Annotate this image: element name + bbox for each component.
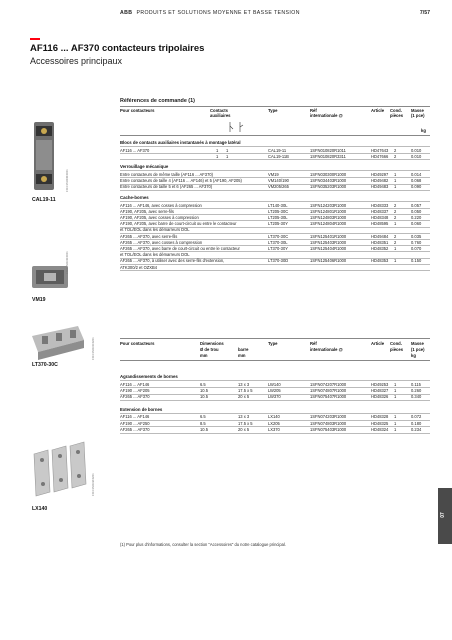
chapter-tab: 07 (438, 488, 452, 544)
col-header: Cond. (390, 108, 402, 113)
page-title: AF116 ... AF370 contacteurs tripolaires (30, 43, 205, 54)
image-code: 1SFC152102F0201 (92, 473, 95, 496)
col-header: (1 pce) (411, 347, 425, 352)
table-cell: LT205-30C (268, 208, 289, 214)
table-cell: HD48595 (371, 221, 389, 227)
col-header: auxiliaires (210, 113, 231, 118)
table-cell: AF116 ... AF146, avec cosses à compression (120, 202, 202, 208)
page-number: 7/57 (419, 10, 430, 16)
table-cell: 17.5 x 5 (238, 420, 253, 426)
col-header: Type (268, 341, 278, 346)
table-cell: HD47643 (371, 147, 389, 153)
table-cell: 1SFN030300R1000 (310, 171, 347, 177)
table-cell: LT370-30Y (268, 245, 288, 251)
table-cell: 1 (394, 178, 397, 184)
table-cell: 0.072 (411, 414, 422, 420)
table-cell: 0.068 (411, 178, 422, 184)
product-label-lx140: LX140 (32, 506, 48, 512)
table-cell: 1 (394, 420, 397, 426)
table-cell: CAL19-11 (268, 147, 287, 153)
table-cell: AF190, AF205, avec serre-fils (120, 208, 174, 214)
table-cell: 10.5 (200, 427, 208, 432)
table-cell: HD48326 (371, 394, 389, 400)
table-cell: AF265 ... AF370 (120, 427, 150, 432)
table-cell: HD48333 (371, 202, 389, 208)
table-cell: 1 (216, 153, 219, 159)
col-header: mm (238, 353, 246, 358)
divider (120, 360, 430, 361)
mechanical-interlock-illustration (30, 262, 70, 292)
table-cell: 1SFN034403R1000 (310, 178, 347, 184)
table-cell: 1SFN124203R1000 (310, 202, 347, 208)
group-title: Agrandissements de bornes (120, 374, 178, 379)
table-cell: 1SFN125406R1000 (310, 258, 347, 264)
table-cell: 0.070 (411, 245, 422, 251)
accent-bar (30, 38, 40, 40)
table-cell: Entre contacteurs de même taille (AF116 ... AF370) (120, 171, 213, 177)
table-cell: 2 (394, 239, 397, 245)
table-cell: LW370 (268, 394, 281, 400)
terminal-extension-illustration (28, 440, 92, 504)
table-cell: 2 (394, 202, 397, 208)
col-header: internationale @ (310, 347, 343, 352)
cal19-11-image (32, 120, 58, 192)
col-header: Réf (310, 341, 317, 346)
table-cell: CAL19-11B (268, 153, 289, 159)
table-cell: 1SFN124801R1000 (310, 208, 347, 214)
terminal-cover-illustration (28, 318, 88, 363)
divider (120, 413, 430, 414)
table-cell: et TOL/EOL dans les démarreurs DOL (120, 252, 190, 258)
table-cell: AF265 ... AF370, avec serre-fils (120, 233, 178, 239)
table-cell: LW205 (268, 387, 281, 393)
section-title: Références de commande (1) (120, 98, 195, 104)
table-cell: LT140-30L (268, 202, 288, 208)
product-label-lt370: LT370-30C (32, 362, 58, 368)
table-cell: 1 (394, 245, 397, 251)
table-cell: 1 (394, 221, 397, 227)
table-cell: 0.010 (411, 153, 422, 159)
col-header-unit: kg (421, 128, 426, 133)
table-cell: HD47666 (371, 153, 389, 159)
group-title: Verrouillage mécanique (120, 164, 169, 170)
table-cell: 0.035 (411, 233, 422, 239)
row-divider (120, 159, 430, 160)
col-header: Cond. (390, 341, 402, 346)
table-cell: HD48348 (371, 214, 389, 220)
table-cell: 1SFN074807R1000 (310, 387, 347, 393)
divider (120, 170, 430, 171)
table-cell: 0.150 (411, 258, 422, 264)
table-cell: 1 (394, 171, 397, 177)
col-header: Ø de trou (200, 347, 219, 352)
table-cell: VM140/190 (268, 178, 289, 184)
col-header: internationale @ (310, 113, 343, 118)
table-cell: HD48325 (371, 420, 389, 426)
table-cell: LT370-30C (268, 233, 289, 239)
page-subtitle: Accessoires principaux (30, 56, 123, 66)
table-cell: AF116 ... AF370 (120, 147, 150, 153)
table-cell: HD48324 (371, 427, 389, 432)
table-cell: 1SFN035203R1000 (310, 184, 347, 190)
table-cell: 0.115 (411, 381, 421, 387)
table-cell: 1SFN124803R1000 (310, 214, 347, 220)
table-cell: Entre contacteurs de taille 4 (AF116 ... AF146) et 5 (AF190, AF205) (120, 178, 242, 184)
table-cell: AF265 ... AF370, à utiliser avec des serre-fils d'extension, (120, 258, 225, 264)
table-cell: HD49482 (371, 178, 389, 184)
table-cell: LT205-30L (268, 214, 288, 220)
brand-label: ABB (120, 10, 133, 16)
group-title: Extension de bornes (120, 406, 163, 412)
table-cell: 2 (394, 147, 397, 153)
divider (120, 201, 430, 202)
table-cell: 1SFN010820R1011 (310, 147, 346, 153)
table-cell: 1SFN125403R1000 (310, 239, 347, 245)
table-cell: 1 (394, 414, 397, 420)
table-cell: 0.340 (411, 394, 422, 400)
col-header: Réf (310, 108, 317, 113)
auxiliary-contact-block-illustration (32, 120, 58, 192)
table-cell: 0.010 (411, 147, 422, 153)
table-cell: 0.050 (411, 208, 422, 214)
col-header: Masse (411, 341, 424, 346)
table-cell: LT370-30D (268, 258, 289, 264)
table-cell: HD48353 (371, 258, 389, 264)
group-title: Cache-bornes (120, 195, 149, 200)
divider (120, 380, 430, 381)
table-cell: 8.5 (200, 420, 206, 426)
table-cell: AF116 ... AF146 (120, 381, 150, 387)
table-cell: 1 (394, 387, 397, 393)
col-header: (1 pce) (411, 113, 425, 118)
table-cell: 2 (394, 233, 397, 239)
col-header: Masse (411, 108, 424, 113)
group-title: Blocs de contacts auxiliaires instantanés à montage latéral (120, 140, 241, 145)
table-cell: AF265 ... AF370 (120, 394, 150, 400)
row-divider (120, 400, 430, 401)
table-cell: 0.060 (411, 221, 422, 227)
table-cell: 1 (394, 394, 397, 400)
table-cell: 6.5 (200, 381, 206, 387)
table-cell: HD48327 (371, 387, 389, 393)
table-cell: 1 (394, 258, 397, 264)
table-cell: 1SFN125401R1000 (310, 233, 347, 239)
table-cell: HD48337 (371, 208, 389, 214)
table-cell: 0.057 (411, 202, 422, 208)
table-cell: HD49483 (371, 184, 389, 190)
table-cell: LT370-30L (268, 239, 288, 245)
table-cell: Entre contacteurs de taille 5 et 6 (AF265 ... AF370) (120, 184, 213, 190)
col-header: Type (268, 108, 278, 113)
table-cell: LT205-30Y (268, 221, 288, 227)
table-cell: 1 (226, 153, 229, 159)
table-cell: 1 (394, 427, 397, 432)
product-label-vm19: VM19 (32, 297, 46, 303)
image-code: 1SFC152101F0201 (92, 337, 95, 360)
col-header: Contacts (210, 108, 228, 113)
table-cell: 1SFN074203R1000 (310, 414, 347, 420)
table-cell: 0.014 (411, 171, 422, 177)
table-cell: 1 (394, 381, 397, 387)
table-cell: 10.5 (200, 394, 208, 400)
table-cell: 0.760 (411, 239, 422, 245)
divider (120, 338, 430, 339)
table-cell: 0.220 (411, 214, 422, 220)
table-cell: LX370 (268, 427, 280, 432)
lt370-image (28, 318, 88, 363)
table-cell: ATK300/2 et OZXB4 (120, 264, 158, 270)
table-cell: 13 x 3 (238, 381, 250, 387)
table-cell: HD49297 (371, 171, 389, 177)
table-cell: 2 (394, 214, 397, 220)
table-cell: VM205/265 (268, 184, 289, 190)
page-header (0, 10, 452, 22)
table-cell: 10.5 (200, 387, 208, 393)
image-code: 1SFC151009F0001 (66, 169, 69, 192)
table-cell: 1SFN075403R1000 (310, 427, 347, 432)
table-cell: 2 (394, 208, 397, 214)
table-cell: 20 x 5 (238, 394, 250, 400)
table-cell: 1SFN125404R1000 (310, 245, 347, 251)
table-cell: 0.180 (411, 420, 422, 426)
contact-symbol-icon (226, 120, 246, 132)
table-cell: AF116 ... AF146 (120, 414, 150, 420)
table-cell: 1SFN074207R1000 (310, 381, 347, 387)
table-cell: 6.5 (200, 414, 206, 420)
table-cell: HD48351 (371, 239, 389, 245)
col-header: pièces (390, 347, 404, 352)
col-header: Article (371, 341, 385, 346)
table-cell: 1SFN124804R1000 (310, 221, 347, 227)
table-cell: LW140 (268, 381, 281, 387)
vm19-image (30, 262, 70, 292)
table-cell: 20 x 5 (238, 427, 250, 432)
table-cell: 0.234 (411, 427, 422, 432)
table-cell: 2 (394, 153, 397, 159)
footnote: (1) Pour plus d'informations, consulter la section "Accessoires" du notre catalogue principal. (120, 542, 286, 547)
table-cell: 1SFN075407R1000 (310, 394, 347, 400)
col-header: Pour contacteurs (120, 341, 155, 346)
lx140-image (28, 440, 92, 504)
table-cell: 0.090 (411, 184, 422, 190)
col-header: mm (200, 353, 208, 358)
table-cell: LX205 (268, 420, 280, 426)
table-cell: HD49253 (371, 381, 389, 387)
col-header: barre (238, 347, 249, 352)
table-cell: HD48352 (371, 245, 389, 251)
row-divider (120, 190, 430, 191)
divider (120, 135, 430, 136)
table-cell: et TOL/EOL dans les démarreurs DOL (120, 227, 190, 233)
divider (120, 106, 430, 107)
col-header: Pour contacteurs (120, 108, 155, 113)
table-cell: AF190 ... AF205 (120, 387, 150, 393)
table-cell: VM19 (268, 171, 279, 177)
table-cell: 13 x 3 (238, 414, 250, 420)
row-divider (120, 270, 430, 271)
col-header: Dimensions (200, 341, 224, 346)
product-label-cal19: CAL19-11 (32, 197, 56, 203)
row-divider (120, 264, 430, 265)
table-cell: HD48328 (371, 414, 389, 420)
row-divider (120, 433, 430, 434)
table-cell: AF190, AF205, avec barre de court-circuit ou entre le contacteur (120, 221, 237, 227)
table-cell: AF190, AF205, avec cosses à compression (120, 214, 199, 220)
table-cell: LX140 (268, 414, 280, 420)
table-cell: 17.5 x 5 (238, 387, 253, 393)
table-cell: 1 (226, 147, 229, 153)
col-header: Article (371, 108, 385, 113)
col-header: pièces (390, 113, 404, 118)
table-cell: AF190 ... AF250 (120, 420, 150, 426)
table-cell: 1SFN010820R3311 (310, 153, 346, 159)
divider (120, 146, 430, 147)
table-cell: 1 (394, 184, 397, 190)
table-cell: AF265 ... AF370, avec barre de court-circuit ou entre le contacteur (120, 245, 240, 251)
col-header-unit: kg (411, 353, 416, 358)
table-cell: AF265 ... AF370, avec cosses à compression (120, 239, 203, 245)
table-cell: 1 (216, 147, 219, 153)
header-title: PRODUITS ET SOLUTIONS MOYENNE ET BASSE TENSION (136, 10, 300, 16)
table-cell: 1SFN074803R1000 (310, 420, 347, 426)
table-cell: HD49484 (371, 233, 389, 239)
image-code: 1SFC152103F0001 (66, 251, 69, 274)
table-cell: 0.260 (411, 387, 422, 393)
